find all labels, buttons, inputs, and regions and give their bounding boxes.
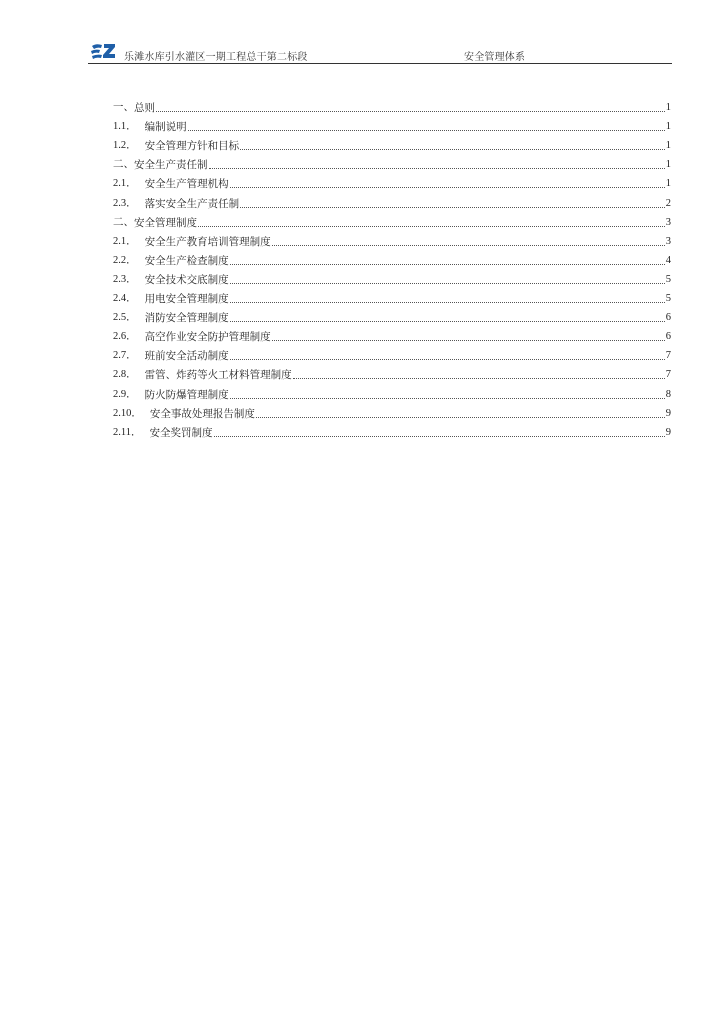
header-section-title: 安全管理体系 [464,52,526,63]
toc-entry-title: 编制说明 [144,121,187,134]
toc-entry-title: 安全生产教育培训管理制度 [144,235,271,248]
table-of-contents [113,96,671,440]
toc-leader-dots [293,377,665,379]
toc-entry-title: 雷管、炸药等火工材料管理制度 [144,369,292,382]
toc-leader-dots [230,263,665,265]
toc-entry-page-number: 9 [665,407,671,419]
toc-entry-title: 总则 [134,102,155,115]
toc-entry-number: 2.2． [113,254,137,266]
toc-leader-dots [214,435,665,437]
toc-entry[interactable] [113,153,671,172]
toc-entry-page-number: 3 [665,216,671,228]
toc-entry-number: 二、 [113,159,134,171]
header-divider [88,63,672,64]
toc-entry-page-number: 6 [665,312,671,324]
toc-entry-title: 消防安全管理制度 [144,312,229,325]
toc-entry-page-number: 5 [665,293,671,305]
toc-entry[interactable] [113,382,671,401]
toc-entry[interactable] [113,363,671,382]
toc-entry[interactable] [113,402,671,421]
toc-entry-page-number: 9 [665,426,671,438]
toc-leader-dots [156,110,665,112]
toc-entry-page-number: 1 [665,102,671,114]
toc-leader-dots [272,244,665,246]
toc-entry-title: 落实安全生产责任制 [144,197,240,210]
toc-leader-dots [230,282,665,284]
toc-entry-number: 2.1． [113,178,137,190]
toc-entry-page-number: 2 [665,197,671,209]
toc-entry[interactable] [113,344,671,363]
toc-entry[interactable] [113,115,671,134]
toc-entry-number: 1.1． [113,121,137,133]
toc-entry-page-number: 1 [665,178,671,190]
toc-leader-dots [209,167,665,169]
toc-entry-number: 2.4． [113,293,137,305]
toc-entry-title: 安全奖罚制度 [149,426,213,439]
toc-entry[interactable] [113,96,671,115]
toc-entry-page-number: 5 [665,273,671,285]
toc-entry-number: 2.9． [113,388,137,400]
toc-leader-dots [272,339,665,341]
toc-entry-page-number: 8 [665,388,671,400]
toc-entry-title: 高空作业安全防护管理制度 [144,331,271,344]
toc-entry-number: 1.2． [113,140,137,152]
toc-leader-dots [230,186,665,188]
toc-leader-dots [256,416,665,418]
toc-entry-number: 2.7． [113,350,137,362]
toc-entry[interactable] [113,421,671,440]
toc-leader-dots [230,320,665,322]
page-header [88,42,672,66]
toc-entry-page-number: 3 [665,235,671,247]
toc-entry[interactable] [113,134,671,153]
toc-entry-title: 防火防爆管理制度 [144,388,229,401]
toc-entry[interactable] [113,306,671,325]
toc-entry-title: 安全管理制度 [134,216,197,229]
toc-entry-title: 安全生产检查制度 [144,254,229,267]
toc-entry-number: 一、 [113,102,134,114]
toc-entry-number: 2.11． [113,426,142,438]
toc-entry-page-number: 1 [665,159,671,171]
toc-entry-number: 2.3． [113,273,137,285]
toc-entry-number: 2.5． [113,312,137,324]
toc-entry-title: 安全生产责任制 [134,159,208,172]
toc-entry-number: 2.6． [113,331,137,343]
toc-leader-dots [188,129,665,131]
toc-leader-dots [240,148,665,150]
toc-leader-dots [230,358,665,360]
toc-entry-title: 安全生产管理机构 [144,178,229,191]
toc-entry-number: 2.8． [113,369,137,381]
toc-entry[interactable] [113,172,671,191]
toc-entry[interactable] [113,211,671,230]
toc-entry-page-number: 1 [665,121,671,133]
toc-leader-dots [198,225,665,227]
toc-entry[interactable] [113,287,671,306]
toc-entry[interactable] [113,230,671,249]
toc-leader-dots [230,301,665,303]
toc-entry[interactable] [113,191,671,210]
toc-entry-number: 二、 [113,216,134,228]
toc-entry-title: 安全管理方针和目标 [144,140,240,153]
toc-entry-page-number: 1 [665,140,671,152]
toc-leader-dots [230,397,665,399]
toc-entry-page-number: 4 [665,254,671,266]
toc-entry-title: 用电安全管理制度 [144,293,229,306]
toc-entry-number: 2.1． [113,235,137,247]
toc-entry-page-number: 7 [665,369,671,381]
toc-entry-number: 2.3． [113,197,137,209]
company-logo-icon [90,42,116,60]
toc-entry-title: 安全事故处理报告制度 [149,407,255,420]
header-project-title: 乐滩水库引水灌区一期工程总干第二标段 [124,52,308,63]
toc-entry-page-number: 7 [665,350,671,362]
toc-entry-title: 班前安全活动制度 [144,350,229,363]
toc-entry-number: 2.10． [113,407,142,419]
toc-entry[interactable] [113,325,671,344]
toc-entry-page-number: 6 [665,331,671,343]
toc-leader-dots [240,206,665,208]
toc-entry[interactable] [113,268,671,287]
toc-entry[interactable] [113,249,671,268]
toc-entry-title: 安全技术交底制度 [144,273,229,286]
